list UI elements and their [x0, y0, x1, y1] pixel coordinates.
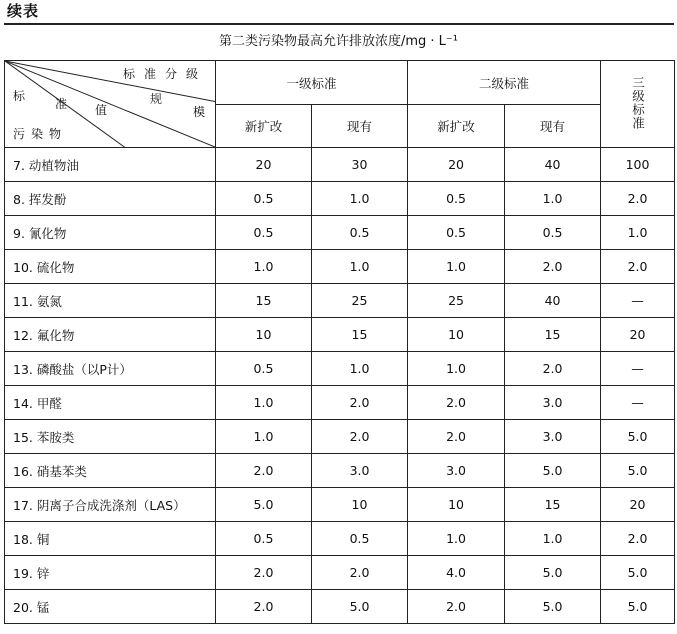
grade1-new-cell: 0.5	[216, 522, 312, 556]
diag-label-zhi: 值	[95, 103, 117, 117]
grade3-cell: 5.0	[601, 590, 675, 624]
diag-label-gui: 规	[150, 92, 172, 106]
pollutant-name-cell: 12. 氟化物	[5, 318, 216, 352]
grade1-new-cell: 1.0	[216, 386, 312, 420]
grade1-new-cell: 2.0	[216, 556, 312, 590]
grade3-cell: 5.0	[601, 454, 675, 488]
grade3-cell: —	[601, 352, 675, 386]
grade2-header: 二级标准	[408, 61, 601, 105]
grade2-new-cell: 10	[408, 318, 505, 352]
pollutant-name-cell: 17. 阴离子合成洗涤剂（LAS）	[5, 488, 216, 522]
table-row	[5, 318, 675, 352]
grade2-new-cell: 2.0	[408, 386, 505, 420]
grade2-new-cell: 25	[408, 284, 505, 318]
pollutant-name-cell: 10. 硫化物	[5, 250, 216, 284]
diag-label-pollutant: 污染物	[13, 127, 68, 141]
grade1-existing-cell: 2.0	[312, 556, 408, 590]
grade2-existing-cell: 3.0	[505, 420, 601, 454]
grade1-existing-cell: 3.0	[312, 454, 408, 488]
grade1-existing-cell: 2.0	[312, 420, 408, 454]
table-row	[5, 182, 675, 216]
grade1-existing-cell: 2.0	[312, 386, 408, 420]
grade3-cell: 100	[601, 148, 675, 182]
grade2-existing-cell: 40	[505, 148, 601, 182]
pollutant-name-cell: 9. 氰化物	[5, 216, 216, 250]
grade3-cell: 5.0	[601, 556, 675, 590]
grade1-new-cell: 0.5	[216, 216, 312, 250]
grade2-new-cell: 1.0	[408, 352, 505, 386]
grade2-new-cell: 0.5	[408, 216, 505, 250]
grade1-existing-cell: 1.0	[312, 182, 408, 216]
grade3-cell: 2.0	[601, 522, 675, 556]
table-row	[5, 488, 675, 522]
diag-label-mo: 模	[193, 105, 215, 119]
grade1-new-cell: 2.0	[216, 454, 312, 488]
grade2-existing-cell: 2.0	[505, 352, 601, 386]
grade1-new-cell: 10	[216, 318, 312, 352]
grade3-cell: —	[601, 386, 675, 420]
grade3-cell: 2.0	[601, 250, 675, 284]
pollutant-name-cell: 8. 挥发酚	[5, 182, 216, 216]
continued-label: 续表	[7, 2, 40, 20]
grade2-existing-cell: 1.0	[505, 522, 601, 556]
grade1-header: 一级标准	[216, 61, 408, 105]
grade1-new-cell: 1.0	[216, 420, 312, 454]
grade1-existing-cell: 30	[312, 148, 408, 182]
grade2-existing-cell: 5.0	[505, 590, 601, 624]
grade1-existing-cell: 15	[312, 318, 408, 352]
grade2-existing-cell: 15	[505, 318, 601, 352]
grade2-existing-cell: 5.0	[505, 556, 601, 590]
grade3-cell: 5.0	[601, 420, 675, 454]
pollutant-name-cell: 20. 锰	[5, 590, 216, 624]
grade1-new-cell: 0.5	[216, 182, 312, 216]
grade1-new-cell: 0.5	[216, 352, 312, 386]
pollutant-name-cell: 14. 甲醛	[5, 386, 216, 420]
grade1-existing-cell: 0.5	[312, 522, 408, 556]
top-rule	[4, 23, 674, 25]
grade1-new-cell: 5.0	[216, 488, 312, 522]
grade2-existing-cell: 3.0	[505, 386, 601, 420]
grade2-new-cell: 10	[408, 488, 505, 522]
grade2-new-cell: 1.0	[408, 522, 505, 556]
pollutant-name-cell: 15. 苯胺类	[5, 420, 216, 454]
table-unit-title: 第二类污染物最高允许排放浓度/mg · L⁻¹	[218, 34, 458, 49]
pollutant-name-cell: 11. 氨氮	[5, 284, 216, 318]
table-row	[5, 590, 675, 624]
grade2-existing-cell: 1.0	[505, 182, 601, 216]
diagonal-header-cell	[5, 61, 216, 148]
grade2-new-cell: 1.0	[408, 250, 505, 284]
pollutant-table	[4, 60, 675, 624]
grade3-cell: 1.0	[601, 216, 675, 250]
grade3-header	[601, 61, 675, 148]
grade1-existing-cell: 5.0	[312, 590, 408, 624]
table-row	[5, 216, 675, 250]
table-row	[5, 386, 675, 420]
grade3-label: 三级标准	[630, 75, 646, 130]
pollutant-name-cell: 7. 动植物油	[5, 148, 216, 182]
grade1-existing-cell: 1.0	[312, 250, 408, 284]
grade2-existing-cell: 5.0	[505, 454, 601, 488]
grade1-existing-cell: 10	[312, 488, 408, 522]
grade3-cell: 20	[601, 318, 675, 352]
table-row	[5, 522, 675, 556]
table-row	[5, 284, 675, 318]
grade2-existing-cell: 0.5	[505, 216, 601, 250]
pollutant-name-cell: 13. 磷酸盐（以P计）	[5, 352, 216, 386]
grade1-new-cell: 20	[216, 148, 312, 182]
pollutant-name-cell: 16. 硝基苯类	[5, 454, 216, 488]
grade1-new-cell: 1.0	[216, 250, 312, 284]
grade2-new-cell: 2.0	[408, 420, 505, 454]
grade3-cell: 2.0	[601, 182, 675, 216]
grade2-existing-cell: 2.0	[505, 250, 601, 284]
pollutant-name-cell: 18. 铜	[5, 522, 216, 556]
grade1-new-cell: 15	[216, 284, 312, 318]
grade2-existing-cell: 40	[505, 284, 601, 318]
grade3-cell: 20	[601, 488, 675, 522]
grade2-new-cell: 3.0	[408, 454, 505, 488]
grade2-new-cell: 4.0	[408, 556, 505, 590]
table-row	[5, 250, 675, 284]
grade1-existing-header: 现有	[312, 105, 408, 148]
grade2-new-header: 新扩改	[408, 105, 505, 148]
grade2-existing-cell: 15	[505, 488, 601, 522]
grade1-new-cell: 2.0	[216, 590, 312, 624]
pollutant-name-cell: 19. 锌	[5, 556, 216, 590]
grade1-existing-cell: 25	[312, 284, 408, 318]
table-row	[5, 148, 675, 182]
diag-label-grade: 标准分级	[123, 67, 208, 81]
grade1-existing-cell: 0.5	[312, 216, 408, 250]
table-row	[5, 556, 675, 590]
table-row	[5, 454, 675, 488]
grade3-cell: —	[601, 284, 675, 318]
grade2-new-cell: 0.5	[408, 182, 505, 216]
table-row	[5, 420, 675, 454]
grade2-new-cell: 20	[408, 148, 505, 182]
grade2-existing-header: 现有	[505, 105, 601, 148]
diag-label-biao: 标	[13, 89, 35, 103]
table-row	[5, 352, 675, 386]
header-row-1	[5, 61, 675, 105]
grade1-new-header: 新扩改	[216, 105, 312, 148]
grade2-new-cell: 2.0	[408, 590, 505, 624]
grade1-existing-cell: 1.0	[312, 352, 408, 386]
diag-label-zhun: 准	[55, 97, 77, 111]
